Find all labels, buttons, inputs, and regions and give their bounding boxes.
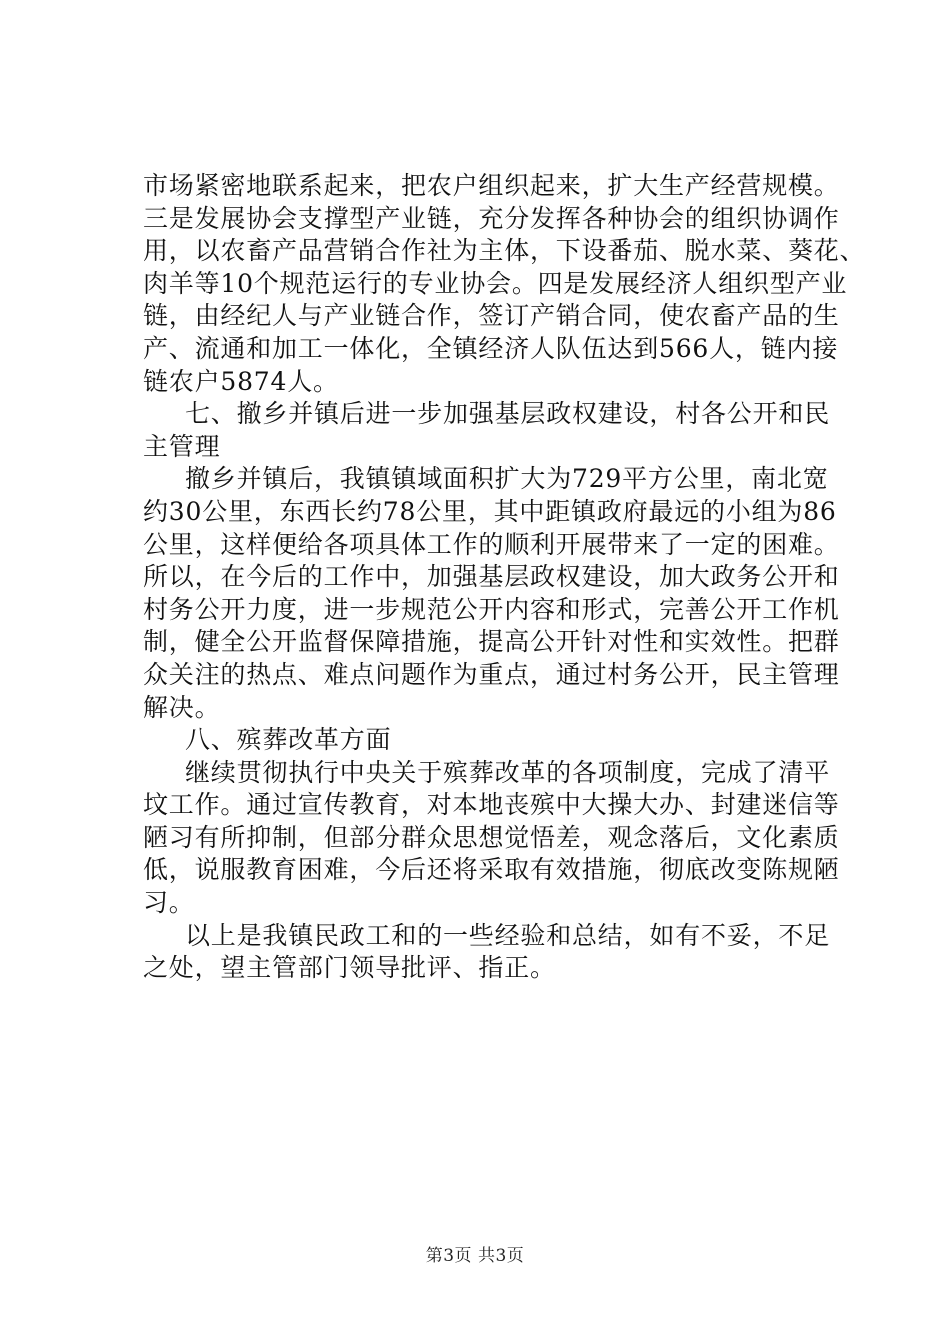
text-line: 制，健全公开监督保障措施，提高公开针对性和实效性。把群 xyxy=(143,627,840,657)
text-line: 链，由经纪人与产业链合作，签订产销合同，使农畜产品的生 xyxy=(143,301,840,331)
text-line: 三是发展协会支撑型产业链，充分发挥各种协会的组织协调作 xyxy=(143,203,840,233)
text-line: 肉羊等10个规范运行的专业协会。四是发展经济人组织型产业 xyxy=(143,268,848,298)
text-line: 低，说服教育困难，今后还将采取有效措施，彻底改变陈规陋 xyxy=(143,855,840,885)
text-line: 村务公开力度，进一步规范公开内容和形式，完善公开工作机 xyxy=(143,594,840,624)
text-line: 产、流通和加工一体化，全镇经济人队伍达到566人，链内接 xyxy=(143,333,839,363)
text-line: 众关注的热点、难点问题作为重点，通过村务公开，民主管理 xyxy=(143,659,840,689)
paragraph-start: 以上是我镇民政工和的一些经验和总结，如有不妥，不足 xyxy=(185,920,831,950)
text-line: 所以，在今后的工作中，加强基层政权建设，加大政务公开和 xyxy=(143,562,840,592)
text-line: 市场紧密地联系起来，把农户组织起来，扩大生产经营规模。 xyxy=(143,171,840,200)
text-line: 链农户5874人。 xyxy=(143,366,339,396)
document-body xyxy=(143,170,866,985)
text-line: 用，以农畜产品营销合作社为主体，下设番茄、脱水菜、葵花、 xyxy=(143,236,866,266)
page-number-footer: 第3页 共3页 xyxy=(425,1246,525,1266)
paragraph-start: 继续贯彻执行中央关于殡葬改革的各项制度，完成了清平 xyxy=(185,757,831,787)
section-heading-8: 八、殡葬改革方面 xyxy=(185,725,392,755)
text-line: 陋习有所抑制，但部分群众思想觉悟差，观念落后，文化素质 xyxy=(143,822,840,852)
text-line: 习。 xyxy=(143,888,195,918)
text-line: 坟工作。通过宣传教育，对本地丧殡中大操大办、封建迷信等 xyxy=(143,790,840,820)
text-line: 之处，望主管部门领导批评、指正。 xyxy=(143,953,556,983)
section-heading-7-cont: 主管理 xyxy=(143,431,221,461)
text-line: 解决。 xyxy=(143,692,221,722)
text-line: 约30公里，东西长约78公里，其中距镇政府最远的小组为86 xyxy=(143,496,837,526)
paragraph-start: 撤乡并镇后，我镇镇域面积扩大为729平方公里，南北宽 xyxy=(185,464,829,494)
text-line: 公里，这样便给各项具体工作的顺利开展带来了一定的困难。 xyxy=(143,529,840,559)
section-heading-7: 七、撤乡并镇后进一步加强基层政权建设，村各公开和民 xyxy=(185,399,831,429)
